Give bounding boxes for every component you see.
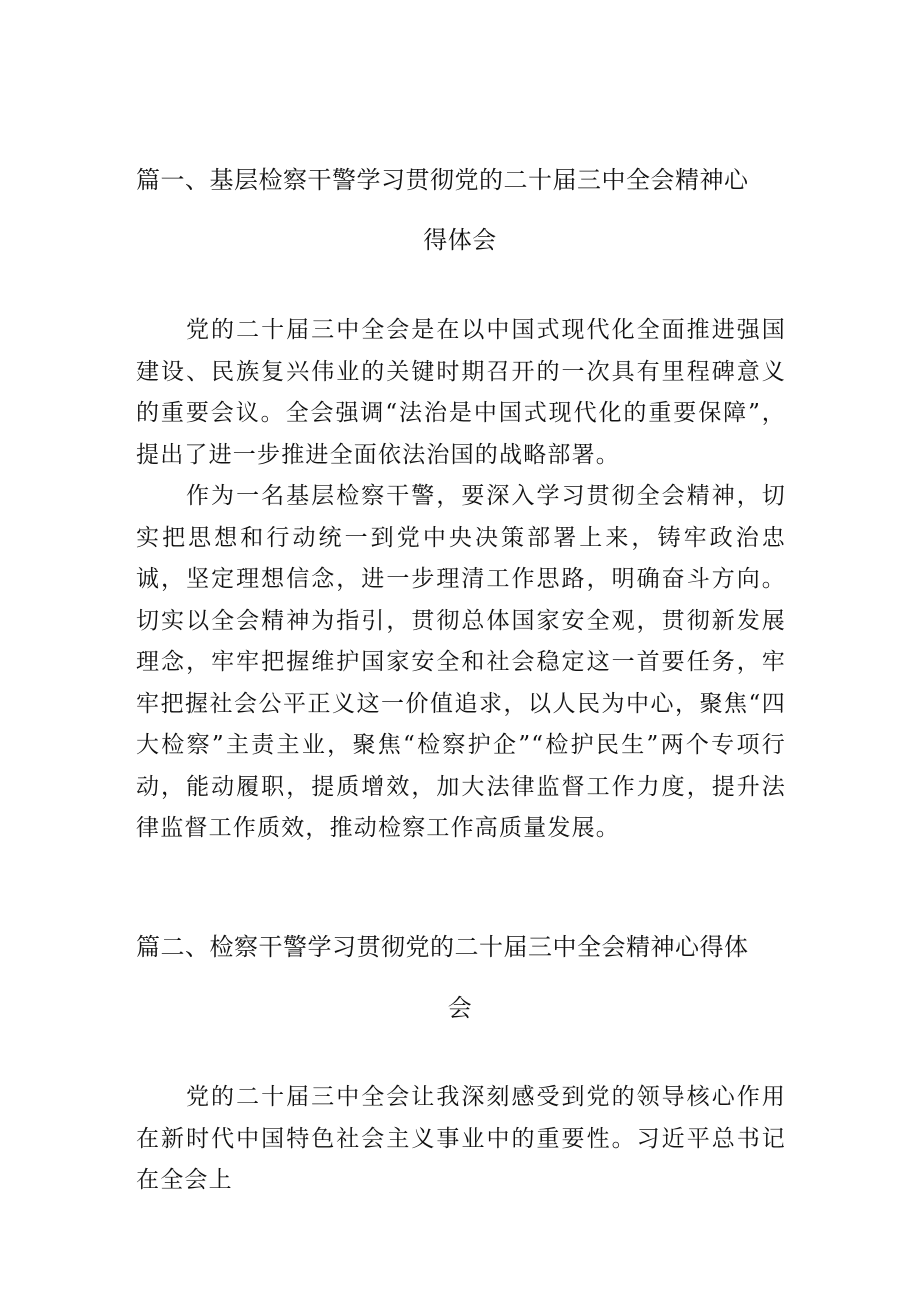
section1-paragraph-2: 作为一名基层检察干警，要深入学习贯彻全会精神，切实把思想和行动统一到党中央决策部署上来，铸牢政治忠诚，坚定理想信念，进一步理清工作思路，明确奋斗方向。切实以全会精神为指引，贯彻总体国家安全观，贯彻新发展理念，牢牢把握维护国家安全和社会稳定这一首要任务，牢牢把握社会公平正义这一价值追求，以人民为中心，聚焦“四大检察”主责主业，聚焦“检察护企”“检护民生”两个专项行动，能动履职，提质增效，加大法律监督工作力度，提升法律监督工作质效，推动检察工作高质量发展。 (136, 483, 786, 841)
section1-paragraph-1: 党的二十届三中全会是在以中国式现代化全面推进强国建设、民族复兴伟业的关键时期召开的一次具有里程碑意义的重要会议。全会强调“法治是中国式现代化的重要保障”，提出了进一步推进全面依法治国的战略部署。 (136, 317, 786, 468)
section2-paragraph-1: 党的二十届三中全会让我深刻感受到党的领导核心作用在新时代中国特色社会主义事业中的重要性。习近平总书记在全会上 (136, 1084, 786, 1193)
section1-title-line1: 篇一、基层检察干警学习贯彻党的二十届三中全会精神心 (136, 166, 749, 194)
section2-title-line2: 会 (447, 994, 473, 1022)
section2-title-line1: 篇二、检察干警学习贯彻党的二十届三中全会精神心得体 (136, 933, 749, 961)
section1-title-line2: 得体会 (423, 226, 497, 254)
